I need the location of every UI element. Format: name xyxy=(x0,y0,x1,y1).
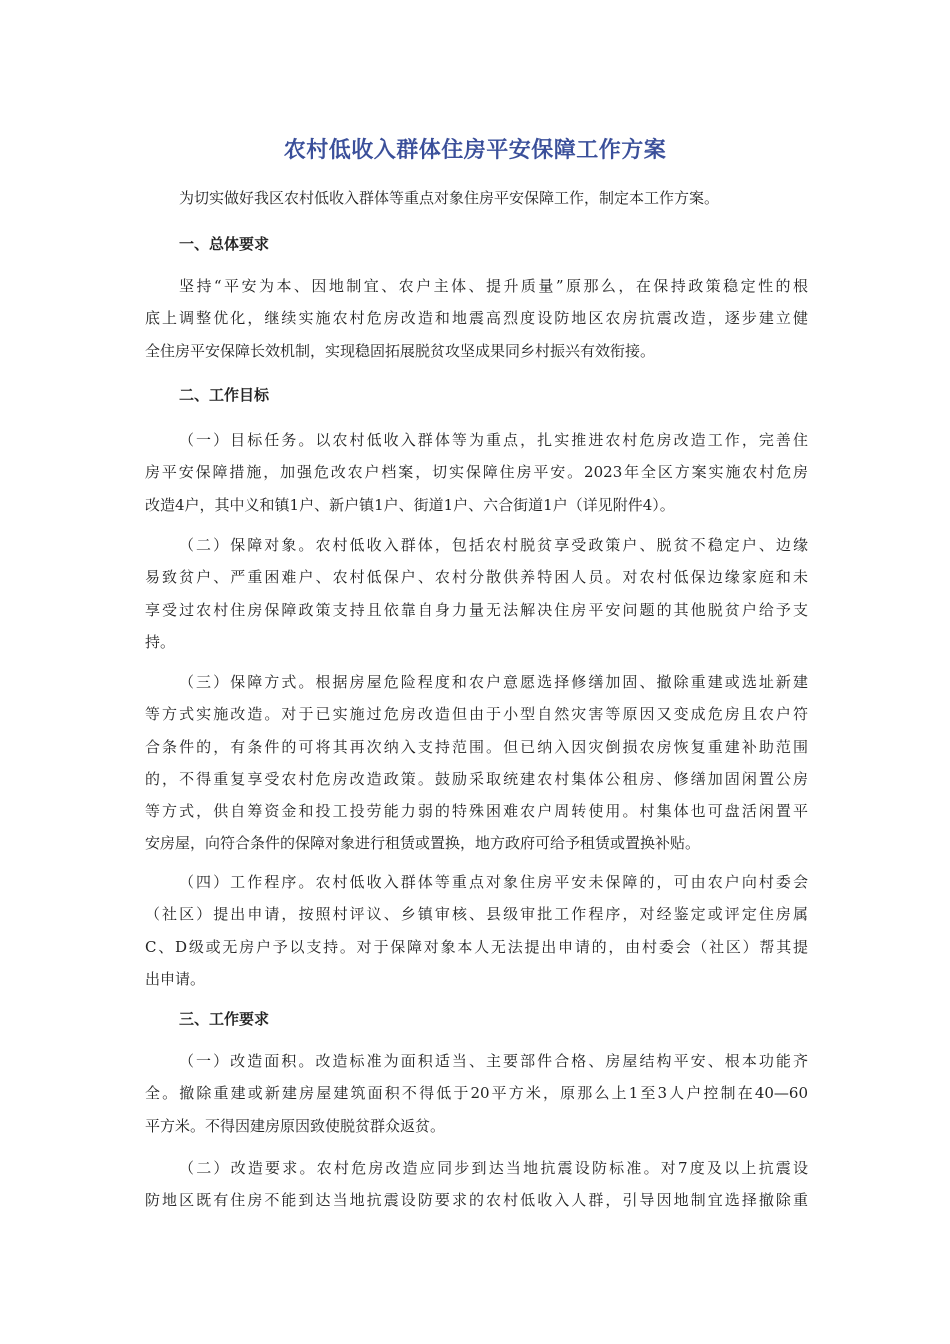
paragraph-line: 底上调整优化，继续实施农村危房改造和地震高烈度设防地区农房抗震改造，逐步建立健 xyxy=(145,309,808,328)
paragraph-line: 持。 xyxy=(145,632,176,651)
paragraph-line: C、D级或无房户予以支持。对于保障对象本人无法提出申请的，由村委会（社区）帮其提 xyxy=(145,937,808,956)
paragraph-target-tasks xyxy=(145,424,808,521)
section-heading-3: 三、工作要求 xyxy=(179,1010,270,1028)
paragraph-line: （二）保障对象。农村低收入群体，包括农村脱贫享受政策户、脱贫不稳定户、边缘 xyxy=(179,536,808,554)
paragraph-line: 安房屋，向符合条件的保障对象进行租赁或置换，地方政府可给予租赁或置换补贴。 xyxy=(145,834,701,853)
paragraph-line: （一）目标任务。以农村低收入群体等为重点，扎实推进农村危房改造工作，完善住 xyxy=(179,431,808,449)
paragraph-line: 改造4户，其中义和镇1户、新户镇1户、街道1户、六合街道1户（详见附件4）。 xyxy=(145,495,675,514)
paragraph-line: 全。撤除重建或新建房屋建筑面积不得低于20平方米，原那么上1至3人户控制在40—60 xyxy=(145,1084,808,1103)
intro-paragraph xyxy=(145,182,808,214)
paragraph-general-requirements xyxy=(145,270,808,367)
paragraph-renovation-requirements xyxy=(145,1152,808,1217)
paragraph-line: 等方式，供自筹资金和投工投劳能力弱的特殊困难农户周转使用。村集体也可盘活闲置平 xyxy=(145,802,808,821)
paragraph-line: 平方米。不得因建房原因致使脱贫群众返贫。 xyxy=(145,1116,446,1135)
paragraph-line: 合条件的，有条件的可将其再次纳入支持范围。但已纳入因灾倒损农房恢复重建补助范围 xyxy=(145,737,808,756)
paragraph-line: 为切实做好我区农村低收入群体等重点对象住房平安保障工作，制定本工作方案。 xyxy=(179,189,720,207)
paragraph-line: 出申请。 xyxy=(145,969,206,988)
paragraph-line: 全住房平安保障长效机制，实现稳固拓展脱贫攻坚成果同乡村振兴有效衔接。 xyxy=(145,341,656,360)
paragraph-line: 等方式实施改造。对于已实施过危房改造但由于小型自然灾害等原因又变成危房且农户符 xyxy=(145,705,808,724)
paragraph-line: 易致贫户、严重困难户、农村低保户、农村分散供养特困人员。对农村低保边缘家庭和未 xyxy=(145,568,808,587)
paragraph-protection-methods xyxy=(145,666,808,860)
section-heading-1: 一、总体要求 xyxy=(179,235,270,253)
paragraph-line: （一）改造面积。改造标准为面积适当、主要部件合格、房屋结构平安、根本功能齐 xyxy=(179,1052,808,1070)
paragraph-line: 享受过农村住房保障政策支持且依靠自身力量无法解决住房平安问题的其他脱贫户给予支 xyxy=(145,600,808,619)
paragraph-work-procedure xyxy=(145,866,808,995)
paragraph-line: 防地区既有住房不能到达当地抗震设防要求的农村低收入人群，引导因地制宜选择撤除重 xyxy=(145,1191,808,1210)
paragraph-protected-groups xyxy=(145,529,808,658)
paragraph-line: （社区）提出申请，按照村评议、乡镇审核、县级审批工作程序，对经鉴定或评定住房属 xyxy=(145,905,808,924)
paragraph-line: （二）改造要求。农村危房改造应同步到达当地抗震设防标准。对7度及以上抗震设 xyxy=(179,1159,808,1177)
paragraph-line: 房平安保障措施，加强危改农户档案，切实保障住房平安。2023年全区方案实施农村危房 xyxy=(145,463,808,482)
paragraph-line: （四）工作程序。农村低收入群体等重点对象住房平安未保障的，可由农户向村委会 xyxy=(179,873,808,891)
paragraph-line: 的，不得重复享受农村危房改造政策。鼓励采取统建农村集体公租房、修缮加固闲置公房 xyxy=(145,769,808,788)
paragraph-line: 坚持“平安为本、因地制宜、农户主体、提升质量”原那么，在保持政策稳定性的根 xyxy=(179,277,808,295)
section-heading-2: 二、工作目标 xyxy=(179,386,270,404)
paragraph-renovation-area xyxy=(145,1045,808,1142)
document-title: 农村低收入群体住房平安保障工作方案 xyxy=(283,138,667,163)
paragraph-line: （三）保障方式。根据房屋危险程度和农户意愿选择修缮加固、撤除重建或选址新建 xyxy=(179,673,808,691)
